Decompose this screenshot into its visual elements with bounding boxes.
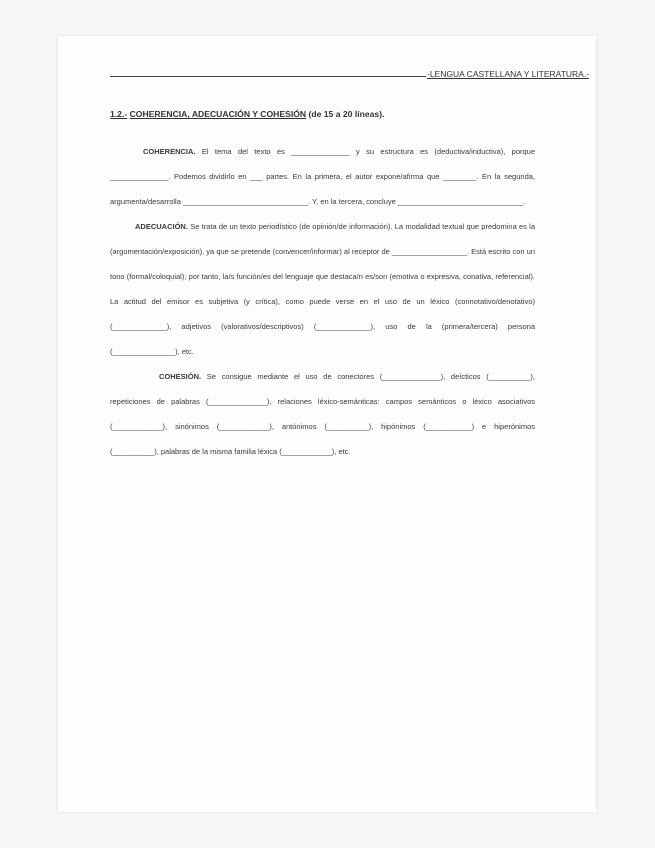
section-heading xyxy=(110,109,384,119)
coherencia-text: El tema del texto es ______________ y su estructura es (deductiva/inductiva), porque ______________. Podemos dividirlo en ___ partes. En la primera, el autor expone/afirma que ________. En la segunda, argumenta/desarrolla ______________________________. Y, en la tercera, concluye ______________________________. xyxy=(110,147,535,206)
section-title: COHERENCIA, ADECUACIÓN Y COHESIÓN xyxy=(129,109,307,119)
header-rule xyxy=(110,76,426,77)
paragraph-cohesion xyxy=(110,364,535,464)
body-text xyxy=(110,139,535,464)
adecuacion-lead: ADECUACIÓN. xyxy=(135,222,188,231)
paragraph-coherencia xyxy=(110,139,535,214)
cohesion-text: Se consigue mediante el uso de conectores (______________), deícticos (__________), repeticiones de palabras (______________), relaciones léxico-semánticas: campos semánticos o léxico asociativos (____________), sinónimos (____________), antónimos (__________), hipónimos (___________) e hiperónimos (__________), palabras de la misma familia léxica (____________), etc. xyxy=(110,372,535,456)
document-page xyxy=(58,36,596,812)
coherencia-lead: COHERENCIA. xyxy=(143,147,196,156)
paragraph-adecuacion xyxy=(110,214,535,364)
adecuacion-text: Se trata de un texto periodístico (de opinión/de información). La modalidad textual que predomina es la (argumentación/exposición), ya que se pretende (convencer/informar) al receptor de __________________. Está escrito con un tono (formal/coloquial); por tanto, la/s función/es del lenguaje que destaca/n es/son (emotiva o expresiva, conativa, referencial). La actitud del emisor es subjetiva (y crítica), como puede verse en el uso de un léxico (connotativo/denotativo) (_____________), adjetivos (valorativos/descriptivos) (_____________), uso de la (primera/tercera) persona (_______________), etc. xyxy=(110,222,536,356)
header-title: -LENGUA CASTELLANA Y LITERATURA.- xyxy=(427,69,590,79)
cohesion-lead: COHESIÓN. xyxy=(159,372,202,381)
section-note: (de 15 a 20 líneas). xyxy=(308,109,385,119)
section-number: 1.2.- xyxy=(110,109,128,119)
